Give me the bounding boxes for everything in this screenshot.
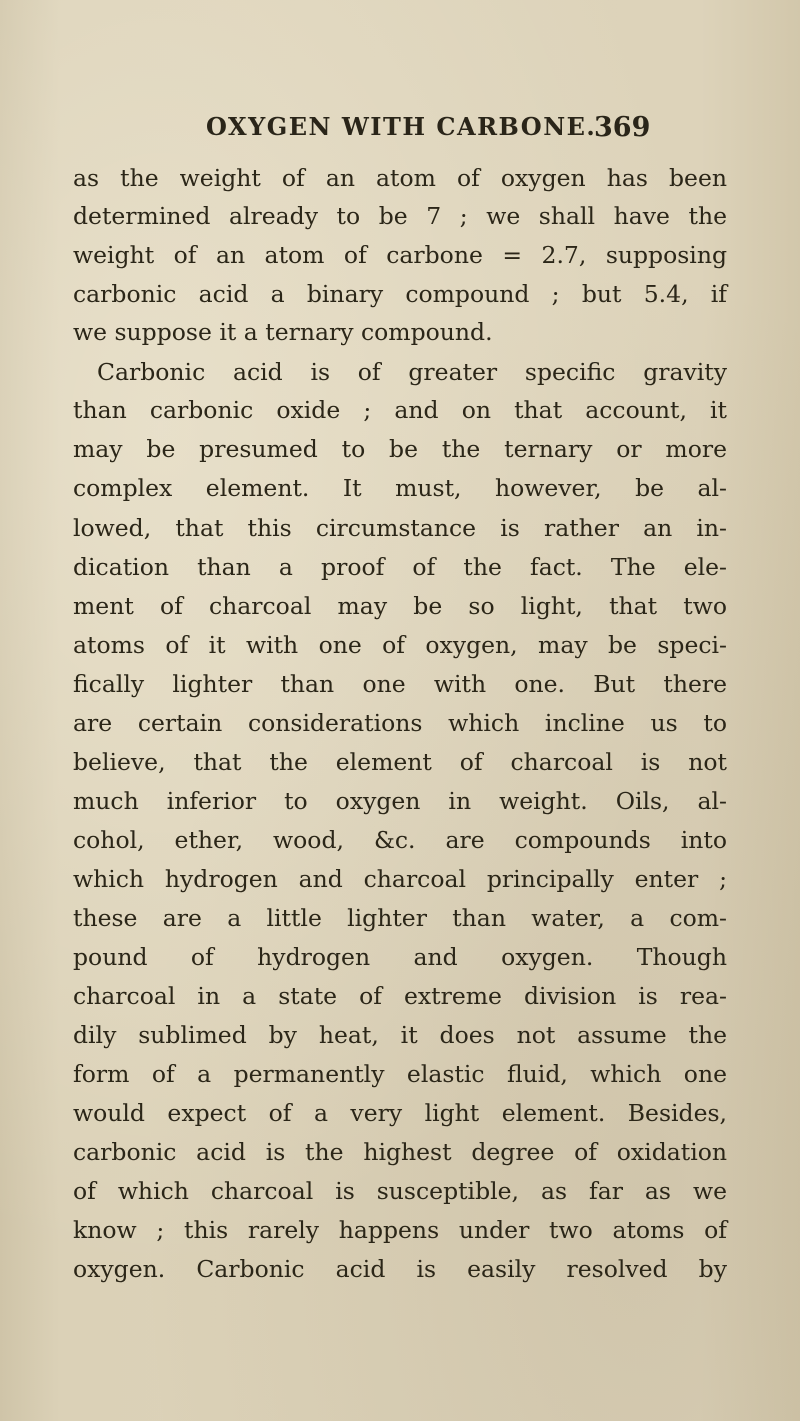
text-line: as the weight of an atom of oxygen has been bbox=[73, 164, 727, 192]
text-line: oxygen. Carbonic acid is easily resolved by bbox=[73, 1255, 727, 1283]
page-number: 369 bbox=[594, 112, 651, 143]
text-line: dily sublimed by heat, it does not assume the bbox=[73, 1021, 727, 1049]
text-line: are certain considerations which incline us to bbox=[73, 709, 727, 737]
text-line: which hydrogen and charcoal principally enter ; bbox=[73, 865, 727, 893]
text-line: believe, that the element of charcoal is not bbox=[73, 748, 727, 776]
text-line: may be presumed to be the ternary or more bbox=[73, 435, 727, 463]
text-line: we suppose it a ternary compound. bbox=[73, 318, 493, 346]
text-line: cohol, ether, wood, &c. are compounds into bbox=[73, 826, 727, 854]
running-head: OXYGEN WITH CARBONE. bbox=[206, 112, 597, 141]
text-line: than carbonic oxide ; and on that account, it bbox=[73, 396, 727, 424]
text-line: form of a permanently elastic fluid, which one bbox=[73, 1060, 727, 1088]
text-line: weight of an atom of carbone = 2.7, supposing bbox=[73, 241, 727, 269]
text-line: complex element. It must, however, be al- bbox=[73, 474, 727, 502]
text-line: would expect of a very light element. Besides, bbox=[73, 1099, 727, 1127]
text-line: these are a little lighter than water, a com- bbox=[73, 904, 727, 932]
text-line: lowed, that this circumstance is rather an in- bbox=[73, 514, 727, 542]
text-line: charcoal in a state of extreme division is rea- bbox=[73, 982, 727, 1010]
text-line: atoms of it with one of oxygen, may be speci- bbox=[73, 631, 727, 659]
text-line: pound of hydrogen and oxygen. Though bbox=[73, 943, 727, 971]
text-line: carbonic acid is the highest degree of oxidation bbox=[73, 1138, 727, 1166]
text-line: determined already to be 7 ; we shall have the bbox=[73, 202, 727, 230]
text-line: carbonic acid a binary compound ; but 5.4, if bbox=[73, 280, 727, 308]
page-header bbox=[0, 112, 800, 152]
text-line: fically lighter than one with one. But there bbox=[73, 670, 727, 698]
text-line: ment of charcoal may be so light, that two bbox=[73, 592, 727, 620]
text-line: dication than a proof of the fact. The ele- bbox=[73, 553, 727, 581]
text-line: know ; this rarely happens under two atoms of bbox=[73, 1216, 727, 1244]
text-line: of which charcoal is susceptible, as far as we bbox=[73, 1177, 727, 1205]
text-line: much inferior to oxygen in weight. Oils, al- bbox=[73, 787, 727, 815]
text-line: Carbonic acid is of greater specific gravity bbox=[97, 358, 727, 386]
